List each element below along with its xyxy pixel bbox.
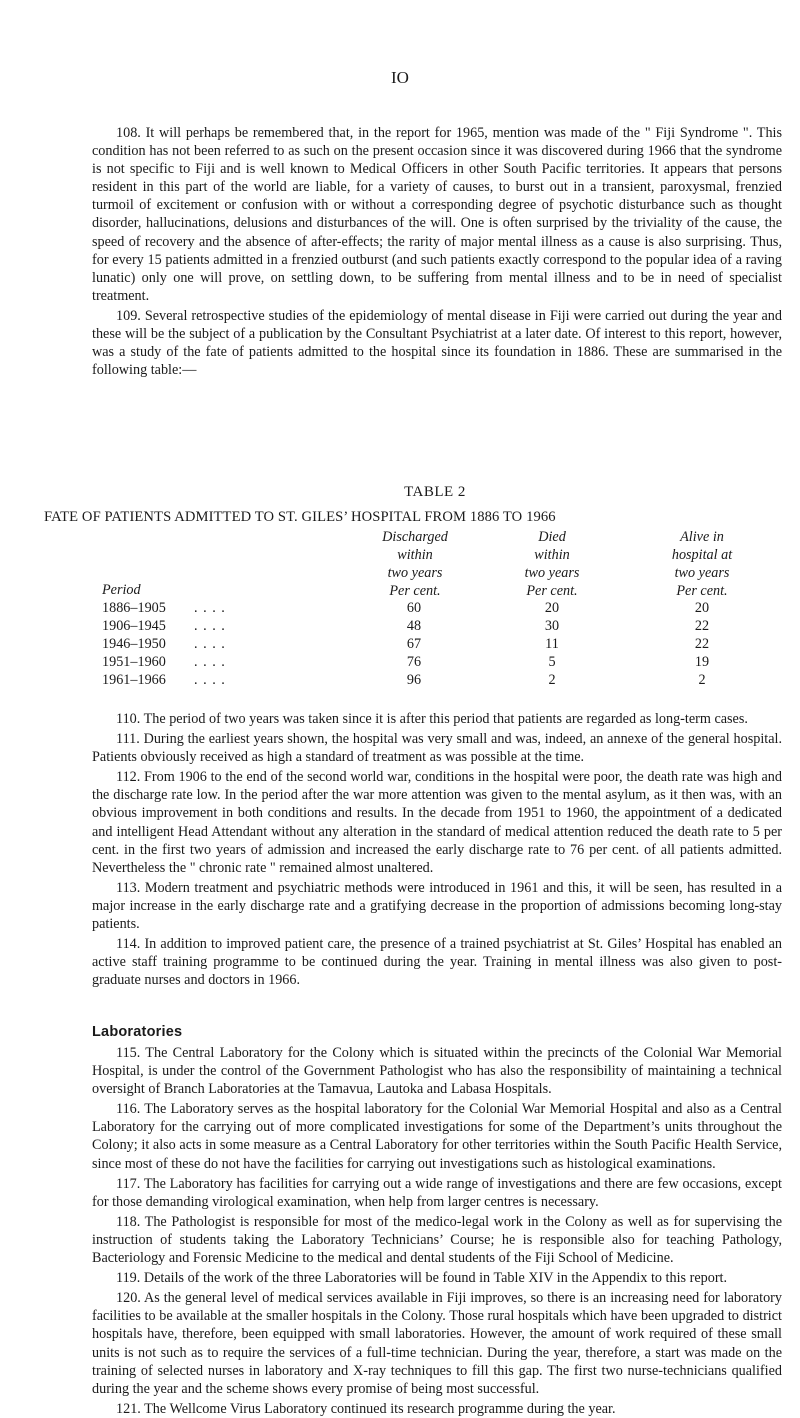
header-line: Died — [538, 529, 566, 545]
cell-died: 11 — [545, 636, 559, 652]
cell-died: 30 — [544, 618, 560, 634]
header-line: Alive in — [680, 529, 724, 545]
paragraph-115: 115. The Central Laboratory for the Colony which is situated within the precincts of the Colonial War Memorial Hospital, is under the control of the Government Pathologist who has also the responsibility of maintaining a technical oversight of Branch Laboratories at the Tamavua, Lautoka and Labasa Hospitals. — [92, 1045, 782, 1098]
table-title: TABLE 2 — [404, 484, 466, 500]
cell-discharged: 48 — [406, 618, 422, 634]
table-header-died — [502, 528, 602, 600]
cell-period: 1886–1905 — [102, 600, 166, 616]
paragraph-109: 109. Several retrospective studies of the epidemiology of mental disease in Fiji were carried out during the year and these will be the subject of a publication by the Consultant Psychiatrist at a later date. Of interest to this report, however, was a study of the fate of patients admitted to the hospital since its foundation in 1886. These are summarised in the following table:— — [92, 307, 782, 379]
paragraph-112: 112. From 1906 to the end of the second world war, conditions in the hospital were poor, the death rate was high and the discharge rate low. In the period after the war more attention was given to the mental asylum, as it then was, with an obvious improvement in both conditions and results. In the decade from 1951 to 1960, the appointment of a dedicated and intelligent Head Attendant without any alteration in the standard of medical attention reduced the death rate to 5 per cent. in the first two years of admission and increased the early discharge rate to 76 per cent. of all patients admitted. Nevertheless the " chronic rate " remained almost unaltered. — [92, 769, 782, 876]
cell-discharged: 60 — [406, 600, 422, 616]
cell-alive: 20 — [694, 600, 710, 616]
header-line: two years — [674, 565, 730, 581]
cell-period: 1951–1960 — [102, 654, 166, 670]
header-line: Per cent. — [526, 583, 578, 599]
cell-died: 20 — [544, 600, 560, 616]
paragraph-114: 114. In addition to improved patient care, the presence of a trained psychiatrist at St. Giles’ Hospital has enabled an active staff training programme to be continued during the year. Training in mental illness was also given to post-graduate nurses and doctors in 1966. — [92, 936, 782, 989]
header-line: Per cent. — [389, 583, 441, 599]
cell-discharged: 96 — [406, 672, 422, 688]
header-line: Per cent. — [676, 583, 728, 599]
leader-dots: . . . . — [194, 636, 226, 652]
paragraph-108: 108. It will perhaps be remembered that, in the report for 1965, mention was made of the " Fiji Syndrome ". This condition has not been referred to as such on the present occasion since it was discovered during 1966 that the syndrome is not specific to Fiji and is well known to Medical Officers in other South Pacific territories. It appears that persons resident in this part of the world are liable, for a variety of causes, to burst out in a transient, paroxysmal, frenzied turmoil of excitement or confusion with or without a corresponding degree of psychotic disturbance such as thought disorder, hallucinations, delusions and disturbances of the will. One is often surprised by the triviality of the cause, the speed of recovery and the absence of after-effects; the rarity of major mental illness as a cause is also surprising. Thus, for every 15 patients admitted in a frenzied outburst (and such patients exactly correspond to the popular idea of a raving lunatic) only one will prove, on settling down, to be suffering from mental illness and to be in need of specialist treatment. — [92, 125, 782, 304]
cell-period: 1906–1945 — [102, 618, 166, 634]
leader-dots: . . . . — [194, 618, 226, 634]
header-line: hospital at — [671, 547, 733, 563]
table-header-period: Period — [102, 582, 141, 598]
cell-died: 2 — [548, 672, 556, 688]
table-row — [0, 600, 800, 618]
page-number: IO — [391, 68, 409, 87]
header-line: Discharged — [382, 529, 448, 545]
header-line: within — [397, 547, 433, 563]
leader-dots: . . . . — [194, 600, 226, 616]
paragraph-110: 110. The period of two years was taken since it is after this period that patients are regarded as long-term cases. — [116, 711, 748, 727]
cell-alive: 22 — [694, 636, 710, 652]
table-row — [0, 672, 800, 690]
table-row — [0, 636, 800, 654]
cell-alive: 22 — [694, 618, 710, 634]
header-line: two years — [524, 565, 580, 581]
paragraph-118: 118. The Pathologist is responsible for most of the medico-legal work in the Colony as well as for supervising the instruction of students taking the Laboratory Technicians’ Course; he is responsible also for teaching Pathology, Bacteriology and Forensic Medicine to the medical and dental students of the Fiji School of Medicine. — [92, 1213, 782, 1267]
table-row — [0, 618, 800, 636]
paragraph-111: 111. During the earliest years shown, the hospital was very small and was, indeed, an annexe of the general hospital. Patients obviously received as high a standard of treatment as was possible at the time. — [92, 731, 782, 766]
paragraph-121: 121. The Wellcome Virus Laboratory continued its research programme during the year. — [116, 1400, 616, 1417]
header-line: within — [534, 547, 570, 563]
paragraph-116: 116. The Laboratory serves as the hospital laboratory for the Colonial War Memorial Hospital and also as a Central Laboratory for the carrying out of more complicated investigations for some of the Department’s units throughout the Colony; it also acts in some measure as a Central Laboratory for other territories within the South Pacific Health Service, since most of these do not have the facilities for carrying out investigations such as histological examinations. — [92, 1101, 782, 1172]
cell-died: 5 — [548, 654, 556, 670]
table-row — [0, 654, 800, 672]
cell-discharged: 67 — [406, 636, 422, 652]
table-header-alive — [642, 528, 762, 600]
paragraphs-108-109 — [92, 124, 782, 379]
leader-dots: . . . . — [194, 672, 226, 688]
cell-period: 1946–1950 — [102, 636, 166, 652]
paragraph-117: 117. The Laboratory has facilities for carrying out a wide range of investigations and there are few occasions, except for those demanding virological examination, when help from larger centres is necessary. — [92, 1175, 782, 1210]
paragraph-119: 119. Details of the work of the three Laboratories will be found in Table XIV in the Appendix to this report. — [116, 1270, 728, 1287]
leader-dots: . . . . — [194, 654, 226, 670]
paragraph-113: 113. Modern treatment and psychiatric methods were introduced in 1961 and this, it will be seen, has resulted in a major increase in the early discharge rate and a gratifying decrease in the proportion of admissions becoming long-stay patients. — [92, 879, 782, 933]
cell-alive: 2 — [698, 672, 706, 688]
cell-period: 1961–1966 — [102, 672, 166, 688]
section-heading-laboratories: Laboratories — [92, 1024, 183, 1040]
cell-discharged: 76 — [406, 654, 422, 670]
paragraphs-115-121 — [92, 1044, 782, 1418]
cell-alive: 19 — [694, 654, 710, 670]
table-caption: FATE OF PATIENTS ADMITTED TO ST. GILES’ HOSPITAL FROM 1886 TO 1966 — [44, 509, 556, 525]
paragraph-120: 120. As the general level of medical services available in Fiji improves, so there is an increasing need for laboratory facilities to be available at the smaller hospitals in the Colony. Those rural hospitals which have been upgraded to district hospitals have, therefore, been equipped with small laboratories. However, the amount of work required of these small units is not such as to require the services of a full-time technician. During the year, therefore, a start was made on the training of selected nurses in laboratory and X-ray techniques to fill this gap. The first two nurse-technicians qualified during the year and the scheme shows every promise of being most successful. — [92, 1290, 782, 1397]
table-header-discharged — [360, 528, 470, 600]
paragraphs-110-114 — [92, 710, 782, 989]
header-line: two years — [387, 565, 443, 581]
